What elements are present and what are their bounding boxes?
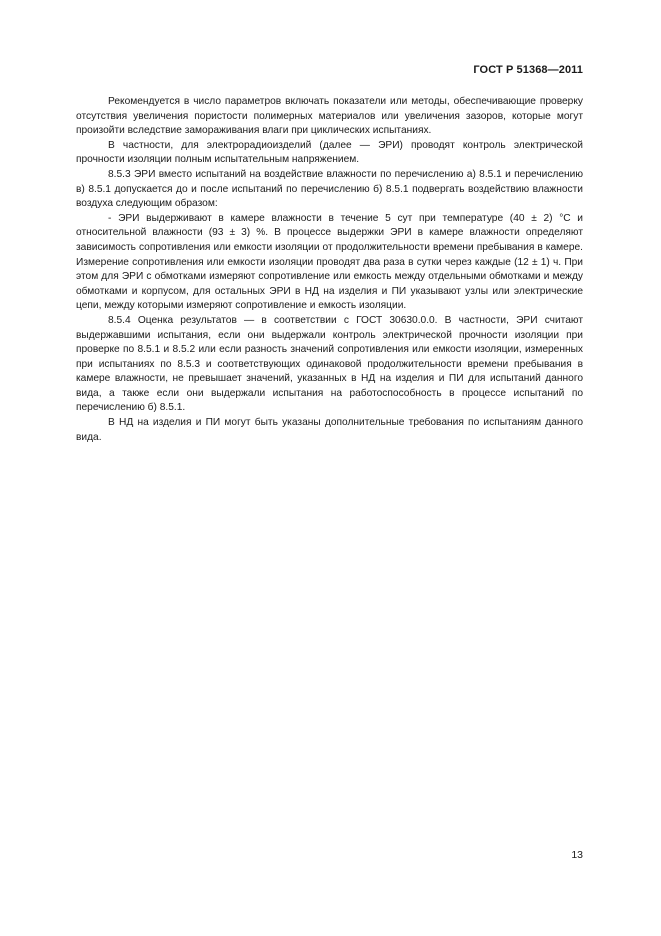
document-header-standard-code: ГОСТ Р 51368—2011 <box>473 64 583 76</box>
paragraph-humidity-chamber-procedure: - ЭРИ выдерживают в камере влажности в течение 5 сут при температуре (40 ± 2) °С и относительной влажности (93 ± 3) %. В процессе выдержки ЭРИ в камере влажности определяют зависимость сопротивления или емкости изоляции от продолжительности времени пребывания в камере. Измерение сопротивления или емкости изоляции проводят два раза в сутки через каждые (12 ± 1) ч. При этом для ЭРИ с обмотками измеряют сопротивление или емкость между отдельными обмотками и между обмотками и корпусом, для остальных ЭРИ в НД на изделия и ПИ указывают узлы или электрические цепи, между которыми измеряют сопротивление и емкость изоляции. <box>76 212 583 312</box>
paragraph-8-5-3: 8.5.3 ЭРИ вместо испытаний на воздействие влажности по перечислению а) 8.5.1 и перечислению в) 8.5.1 допускается до и после испытаний по перечислению б) 8.5.1 подвергать воздействию влажности воздуха следующим образом: <box>76 168 583 210</box>
paragraph-eri-insulation-control: В частности, для электрорадиоизделий (далее — ЭРИ) проводят контроль электрической прочности изоляции полным испытательным напряжением. <box>76 139 583 166</box>
page-number: 13 <box>571 849 583 861</box>
document-body <box>76 95 583 445</box>
paragraph-additional-requirements: В НД на изделия и ПИ могут быть указаны дополнительные требования по испытаниям данного вида. <box>76 417 583 443</box>
paragraph-recommendation: Рекомендуется в число параметров включать показатели или методы, обеспечивающие проверку отсутствия увеличения пористости полимерных материалов или увеличения зазоров, которые могут произойти вследствие замораживания влаги при циклических испытаниях. <box>76 96 583 137</box>
paragraph-8-5-4: 8.5.4 Оценка результатов — в соответствии с ГОСТ 30630.0.0. В частности, ЭРИ считают выдержавшими испытания, если они выдержали контроль электрической прочности изоляции при проверке по 8.5.1 и 8.5.2 или если разность значений сопротивления или емкости изоляции, измеренных при испытаниях по 8.5.3 и соответствующих одинаковой продолжительности времени пребывания в камере влажности, не превышает значений, указанных в НД на изделия и ПИ для испытаний данного вида, а также если они выдержали испытания на работоспособность в процессе испытаний по перечислению б) 8.5.1. <box>76 314 583 414</box>
